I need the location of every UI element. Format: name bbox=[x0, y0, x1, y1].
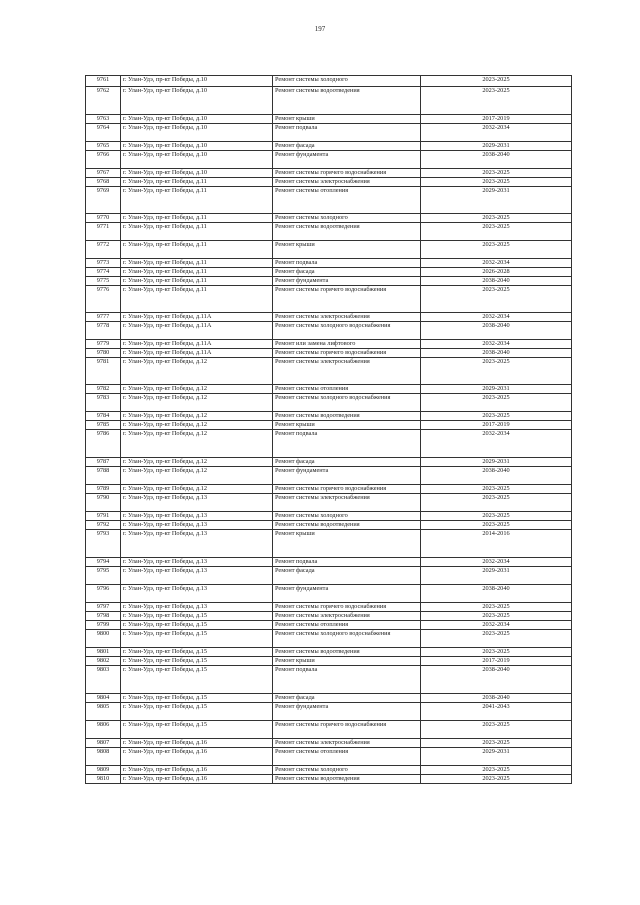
work-type-cell: Ремонт системы водоотведения bbox=[273, 87, 421, 115]
period-cell: 2032-2034 bbox=[421, 430, 572, 458]
period-cell: 2038-2040 bbox=[421, 467, 572, 485]
period-cell: 2023-2025 bbox=[421, 87, 572, 115]
work-type-cell: Ремонт или замена лифтового bbox=[273, 340, 421, 349]
address-cell: г. Улан-Удэ, пр-кт Победы, д.13 bbox=[121, 603, 273, 612]
row-number: 9802 bbox=[86, 657, 121, 666]
work-type-cell: Ремонт системы холодного водоснабжения bbox=[273, 394, 421, 412]
address-cell: г. Улан-Удэ, пр-кт Победы, д.16 bbox=[121, 739, 273, 748]
work-type-cell: Ремонт подвала bbox=[273, 124, 421, 142]
period-cell: 2029-2031 bbox=[421, 748, 572, 766]
address-cell: г. Улан-Удэ, пр-кт Победы, д.11А bbox=[121, 349, 273, 358]
table-row bbox=[86, 721, 572, 739]
work-type-cell: Ремонт фасада bbox=[273, 268, 421, 277]
row-number: 9803 bbox=[86, 666, 121, 694]
repair-schedule-table bbox=[85, 75, 572, 784]
table-row bbox=[86, 558, 572, 567]
period-cell: 2023-2025 bbox=[421, 494, 572, 512]
table-row bbox=[86, 612, 572, 621]
row-number: 9784 bbox=[86, 412, 121, 421]
address-cell: г. Улан-Удэ, пр-кт Победы, д.11 bbox=[121, 214, 273, 223]
row-number: 9774 bbox=[86, 268, 121, 277]
period-cell: 2023-2025 bbox=[421, 394, 572, 412]
row-number: 9778 bbox=[86, 322, 121, 340]
address-cell: г. Улан-Удэ, пр-кт Победы, д.11А bbox=[121, 322, 273, 340]
table-row bbox=[86, 169, 572, 178]
work-type-cell: Ремонт подвала bbox=[273, 259, 421, 268]
work-type-cell: Ремонт системы водоотведения bbox=[273, 775, 421, 784]
row-number: 9762 bbox=[86, 87, 121, 115]
work-type-cell: Ремонт системы холодного bbox=[273, 766, 421, 775]
table-row bbox=[86, 286, 572, 313]
period-cell: 2032-2034 bbox=[421, 621, 572, 630]
row-number: 9790 bbox=[86, 494, 121, 512]
page-number: 197 bbox=[314, 25, 326, 33]
table-row bbox=[86, 313, 572, 322]
address-cell: г. Улан-Удэ, пр-кт Победы, д.15 bbox=[121, 612, 273, 621]
address-cell: г. Улан-Удэ, пр-кт Победы, д.16 bbox=[121, 775, 273, 784]
row-number: 9772 bbox=[86, 241, 121, 259]
row-number: 9769 bbox=[86, 187, 121, 214]
table-row bbox=[86, 277, 572, 286]
address-cell: г. Улан-Удэ, пр-кт Победы, д.13 bbox=[121, 558, 273, 567]
work-type-cell: Ремонт подвала bbox=[273, 666, 421, 694]
row-number: 9806 bbox=[86, 721, 121, 739]
row-number: 9785 bbox=[86, 421, 121, 430]
work-type-cell: Ремонт крыши bbox=[273, 530, 421, 558]
row-number: 9804 bbox=[86, 694, 121, 703]
row-number: 9805 bbox=[86, 703, 121, 721]
row-number: 9795 bbox=[86, 567, 121, 585]
address-cell: г. Улан-Удэ, пр-кт Победы, д.11 bbox=[121, 286, 273, 313]
address-cell: г. Улан-Удэ, пр-кт Победы, д.12 bbox=[121, 412, 273, 421]
row-number: 9798 bbox=[86, 612, 121, 621]
work-type-cell: Ремонт фундамента bbox=[273, 151, 421, 169]
period-cell: 2023-2025 bbox=[421, 521, 572, 530]
work-type-cell: Ремонт крыши bbox=[273, 241, 421, 259]
row-number: 9801 bbox=[86, 648, 121, 657]
table-row bbox=[86, 412, 572, 421]
address-cell: г. Улан-Удэ, пр-кт Победы, д.10 bbox=[121, 151, 273, 169]
table-row bbox=[86, 567, 572, 585]
row-number: 9789 bbox=[86, 485, 121, 494]
table-row bbox=[86, 178, 572, 187]
address-cell: г. Улан-Удэ, пр-кт Победы, д.11А bbox=[121, 340, 273, 349]
address-cell: г. Улан-Удэ, пр-кт Победы, д.12 bbox=[121, 385, 273, 394]
address-cell: г. Улан-Удэ, пр-кт Победы, д.11 bbox=[121, 268, 273, 277]
row-number: 9764 bbox=[86, 124, 121, 142]
row-number: 9786 bbox=[86, 430, 121, 458]
period-cell: 2041-2043 bbox=[421, 703, 572, 721]
address-cell: г. Улан-Удэ, пр-кт Победы, д.15 bbox=[121, 703, 273, 721]
work-type-cell: Ремонт системы холодного водоснабжения bbox=[273, 630, 421, 648]
period-cell: 2017-2019 bbox=[421, 421, 572, 430]
address-cell: г. Улан-Удэ, пр-кт Победы, д.13 bbox=[121, 521, 273, 530]
period-cell: 2023-2025 bbox=[421, 612, 572, 621]
period-cell: 2038-2040 bbox=[421, 277, 572, 286]
work-type-cell: Ремонт системы горячего водоснабжения bbox=[273, 721, 421, 739]
period-cell: 2023-2025 bbox=[421, 603, 572, 612]
period-cell: 2029-2031 bbox=[421, 567, 572, 585]
table-row bbox=[86, 223, 572, 241]
period-cell: 2014-2016 bbox=[421, 530, 572, 558]
row-number: 9765 bbox=[86, 142, 121, 151]
work-type-cell: Ремонт системы электроснабжения bbox=[273, 739, 421, 748]
row-number: 9783 bbox=[86, 394, 121, 412]
work-type-cell: Ремонт фундамента bbox=[273, 585, 421, 603]
address-cell: г. Улан-Удэ, пр-кт Победы, д.10 bbox=[121, 115, 273, 124]
work-type-cell: Ремонт подвала bbox=[273, 430, 421, 458]
period-cell: 2023-2025 bbox=[421, 512, 572, 521]
period-cell: 2023-2025 bbox=[421, 648, 572, 657]
period-cell: 2032-2034 bbox=[421, 340, 572, 349]
row-number: 9792 bbox=[86, 521, 121, 530]
work-type-cell: Ремонт системы водоотведения bbox=[273, 521, 421, 530]
table-row bbox=[86, 151, 572, 169]
row-number: 9779 bbox=[86, 340, 121, 349]
address-cell: г. Улан-Удэ, пр-кт Победы, д.11 bbox=[121, 187, 273, 214]
row-number: 9807 bbox=[86, 739, 121, 748]
table-row bbox=[86, 512, 572, 521]
period-cell: 2038-2040 bbox=[421, 694, 572, 703]
work-type-cell: Ремонт фундамента bbox=[273, 703, 421, 721]
address-cell: г. Улан-Удэ, пр-кт Победы, д.11 bbox=[121, 178, 273, 187]
period-cell: 2017-2019 bbox=[421, 115, 572, 124]
period-cell: 2023-2025 bbox=[421, 76, 572, 87]
table-row bbox=[86, 187, 572, 214]
work-type-cell: Ремонт системы горячего водоснабжения bbox=[273, 286, 421, 313]
row-number: 9787 bbox=[86, 458, 121, 467]
table-row bbox=[86, 259, 572, 268]
period-cell: 2023-2025 bbox=[421, 223, 572, 241]
period-cell: 2038-2040 bbox=[421, 322, 572, 340]
address-cell: г. Улан-Удэ, пр-кт Победы, д.11 bbox=[121, 277, 273, 286]
work-type-cell: Ремонт подвала bbox=[273, 558, 421, 567]
period-cell: 2023-2025 bbox=[421, 739, 572, 748]
work-type-cell: Ремонт крыши bbox=[273, 421, 421, 430]
work-type-cell: Ремонт системы электроснабжения bbox=[273, 494, 421, 512]
work-type-cell: Ремонт системы горячего водоснабжения bbox=[273, 485, 421, 494]
address-cell: г. Улан-Удэ, пр-кт Победы, д.15 bbox=[121, 630, 273, 648]
period-cell: 2032-2034 bbox=[421, 313, 572, 322]
work-type-cell: Ремонт фасада bbox=[273, 567, 421, 585]
work-type-cell: Ремонт системы водоотведения bbox=[273, 648, 421, 657]
period-cell: 2038-2040 bbox=[421, 349, 572, 358]
table-row bbox=[86, 603, 572, 612]
period-cell: 2029-2031 bbox=[421, 458, 572, 467]
work-type-cell: Ремонт фасада bbox=[273, 142, 421, 151]
address-cell: г. Улан-Удэ, пр-кт Победы, д.15 bbox=[121, 721, 273, 739]
work-type-cell: Ремонт фундамента bbox=[273, 467, 421, 485]
address-cell: г. Улан-Удэ, пр-кт Победы, д.10 bbox=[121, 169, 273, 178]
row-number: 9768 bbox=[86, 178, 121, 187]
row-number: 9771 bbox=[86, 223, 121, 241]
period-cell: 2023-2025 bbox=[421, 412, 572, 421]
table-row bbox=[86, 648, 572, 657]
address-cell: г. Улан-Удэ, пр-кт Победы, д.13 bbox=[121, 494, 273, 512]
address-cell: г. Улан-Удэ, пр-кт Победы, д.16 bbox=[121, 766, 273, 775]
row-number: 9770 bbox=[86, 214, 121, 223]
period-cell: 2032-2034 bbox=[421, 558, 572, 567]
address-cell: г. Улан-Удэ, пр-кт Победы, д.16 bbox=[121, 748, 273, 766]
work-type-cell: Ремонт системы горячего водоснабжения bbox=[273, 603, 421, 612]
row-number: 9796 bbox=[86, 585, 121, 603]
period-cell: 2023-2025 bbox=[421, 630, 572, 648]
work-type-cell: Ремонт системы электроснабжения bbox=[273, 358, 421, 385]
address-cell: г. Улан-Удэ, пр-кт Победы, д.12 bbox=[121, 467, 273, 485]
row-number: 9782 bbox=[86, 385, 121, 394]
address-cell: г. Улан-Удэ, пр-кт Победы, д.15 bbox=[121, 657, 273, 666]
row-number: 9791 bbox=[86, 512, 121, 521]
table-row bbox=[86, 521, 572, 530]
work-type-cell: Ремонт фасада bbox=[273, 694, 421, 703]
address-cell: г. Улан-Удэ, пр-кт Победы, д.11 bbox=[121, 223, 273, 241]
table-row bbox=[86, 76, 572, 87]
address-cell: г. Улан-Удэ, пр-кт Победы, д.10 bbox=[121, 87, 273, 115]
address-cell: г. Улан-Удэ, пр-кт Победы, д.13 bbox=[121, 585, 273, 603]
period-cell: 2023-2025 bbox=[421, 721, 572, 739]
table-row bbox=[86, 349, 572, 358]
row-number: 9763 bbox=[86, 115, 121, 124]
period-cell: 2023-2025 bbox=[421, 178, 572, 187]
period-cell: 2038-2040 bbox=[421, 585, 572, 603]
address-cell: г. Улан-Удэ, пр-кт Победы, д.10 bbox=[121, 124, 273, 142]
row-number: 9777 bbox=[86, 313, 121, 322]
table-row bbox=[86, 358, 572, 385]
row-number: 9761 bbox=[86, 76, 121, 87]
period-cell: 2029-2031 bbox=[421, 142, 572, 151]
period-cell: 2023-2025 bbox=[421, 241, 572, 259]
address-cell: г. Улан-Удэ, пр-кт Победы, д.11 bbox=[121, 259, 273, 268]
period-cell: 2038-2040 bbox=[421, 666, 572, 694]
table-row bbox=[86, 421, 572, 430]
table-row bbox=[86, 739, 572, 748]
table-row bbox=[86, 385, 572, 394]
address-cell: г. Улан-Удэ, пр-кт Победы, д.12 bbox=[121, 430, 273, 458]
table-row bbox=[86, 268, 572, 277]
address-cell: г. Улан-Удэ, пр-кт Победы, д.10 bbox=[121, 76, 273, 87]
table-row bbox=[86, 394, 572, 412]
work-type-cell: Ремонт крыши bbox=[273, 115, 421, 124]
repair-schedule-body bbox=[86, 76, 572, 784]
period-cell: 2023-2025 bbox=[421, 358, 572, 385]
period-cell: 2029-2031 bbox=[421, 385, 572, 394]
work-type-cell: Ремонт фундамента bbox=[273, 277, 421, 286]
row-number: 9767 bbox=[86, 169, 121, 178]
address-cell: г. Улан-Удэ, пр-кт Победы, д.12 bbox=[121, 485, 273, 494]
table-row bbox=[86, 775, 572, 784]
table-row bbox=[86, 585, 572, 603]
work-type-cell: Ремонт системы холодного bbox=[273, 214, 421, 223]
work-type-cell: Ремонт системы отопления bbox=[273, 187, 421, 214]
work-type-cell: Ремонт крыши bbox=[273, 657, 421, 666]
period-cell: 2029-2031 bbox=[421, 187, 572, 214]
row-number: 9766 bbox=[86, 151, 121, 169]
period-cell: 2023-2025 bbox=[421, 286, 572, 313]
period-cell: 2023-2025 bbox=[421, 775, 572, 784]
row-number: 9773 bbox=[86, 259, 121, 268]
table-row bbox=[86, 115, 572, 124]
period-cell: 2023-2025 bbox=[421, 169, 572, 178]
table-row bbox=[86, 458, 572, 467]
table-row bbox=[86, 694, 572, 703]
address-cell: г. Улан-Удэ, пр-кт Победы, д.13 bbox=[121, 530, 273, 558]
work-type-cell: Ремонт фасада bbox=[273, 458, 421, 467]
work-type-cell: Ремонт системы водоотведения bbox=[273, 223, 421, 241]
table-row bbox=[86, 530, 572, 558]
table-row bbox=[86, 467, 572, 485]
table-row bbox=[86, 87, 572, 115]
period-cell: 2023-2025 bbox=[421, 766, 572, 775]
work-type-cell: Ремонт системы водоотведения bbox=[273, 412, 421, 421]
address-cell: г. Улан-Удэ, пр-кт Победы, д.15 bbox=[121, 621, 273, 630]
period-cell: 2023-2025 bbox=[421, 485, 572, 494]
table-row bbox=[86, 214, 572, 223]
table-row bbox=[86, 657, 572, 666]
work-type-cell: Ремонт системы электроснабжения bbox=[273, 313, 421, 322]
row-number: 9808 bbox=[86, 748, 121, 766]
table-row bbox=[86, 630, 572, 648]
address-cell: г. Улан-Удэ, пр-кт Победы, д.12 bbox=[121, 394, 273, 412]
row-number: 9809 bbox=[86, 766, 121, 775]
work-type-cell: Ремонт системы отопления bbox=[273, 748, 421, 766]
table-row bbox=[86, 322, 572, 340]
row-number: 9775 bbox=[86, 277, 121, 286]
row-number: 9780 bbox=[86, 349, 121, 358]
table-row bbox=[86, 703, 572, 721]
row-number: 9800 bbox=[86, 630, 121, 648]
address-cell: г. Улан-Удэ, пр-кт Победы, д.12 bbox=[121, 458, 273, 467]
table-row bbox=[86, 621, 572, 630]
period-cell: 2017-2019 bbox=[421, 657, 572, 666]
work-type-cell: Ремонт системы холодного bbox=[273, 76, 421, 87]
work-type-cell: Ремонт системы горячего водоснабжения bbox=[273, 349, 421, 358]
work-type-cell: Ремонт системы отопления bbox=[273, 385, 421, 394]
work-type-cell: Ремонт системы электроснабжения bbox=[273, 178, 421, 187]
period-cell: 2032-2034 bbox=[421, 124, 572, 142]
address-cell: г. Улан-Удэ, пр-кт Победы, д.12 bbox=[121, 421, 273, 430]
row-number: 9797 bbox=[86, 603, 121, 612]
row-number: 9788 bbox=[86, 467, 121, 485]
row-number: 9793 bbox=[86, 530, 121, 558]
work-type-cell: Ремонт системы холодного bbox=[273, 512, 421, 521]
period-cell: 2032-2034 bbox=[421, 259, 572, 268]
address-cell: г. Улан-Удэ, пр-кт Победы, д.12 bbox=[121, 358, 273, 385]
work-type-cell: Ремонт системы отопления bbox=[273, 621, 421, 630]
table-row bbox=[86, 748, 572, 766]
address-cell: г. Улан-Удэ, пр-кт Победы, д.11А bbox=[121, 313, 273, 322]
period-cell: 2026-2028 bbox=[421, 268, 572, 277]
work-type-cell: Ремонт системы холодного водоснабжения bbox=[273, 322, 421, 340]
table-row bbox=[86, 485, 572, 494]
table-row bbox=[86, 430, 572, 458]
table-row bbox=[86, 340, 572, 349]
work-type-cell: Ремонт системы электроснабжения bbox=[273, 612, 421, 621]
table-row bbox=[86, 142, 572, 151]
period-cell: 2023-2025 bbox=[421, 214, 572, 223]
row-number: 9776 bbox=[86, 286, 121, 313]
row-number: 9810 bbox=[86, 775, 121, 784]
period-cell: 2038-2040 bbox=[421, 151, 572, 169]
row-number: 9794 bbox=[86, 558, 121, 567]
table-row bbox=[86, 666, 572, 694]
row-number: 9799 bbox=[86, 621, 121, 630]
table-row bbox=[86, 766, 572, 775]
work-type-cell: Ремонт системы горячего водоснабжения bbox=[273, 169, 421, 178]
address-cell: г. Улан-Удэ, пр-кт Победы, д.15 bbox=[121, 666, 273, 694]
address-cell: г. Улан-Удэ, пр-кт Победы, д.13 bbox=[121, 512, 273, 521]
address-cell: г. Улан-Удэ, пр-кт Победы, д.13 bbox=[121, 567, 273, 585]
table-row bbox=[86, 124, 572, 142]
table-row bbox=[86, 494, 572, 512]
address-cell: г. Улан-Удэ, пр-кт Победы, д.15 bbox=[121, 648, 273, 657]
table-row bbox=[86, 241, 572, 259]
address-cell: г. Улан-Удэ, пр-кт Победы, д.10 bbox=[121, 142, 273, 151]
address-cell: г. Улан-Удэ, пр-кт Победы, д.15 bbox=[121, 694, 273, 703]
address-cell: г. Улан-Удэ, пр-кт Победы, д.11 bbox=[121, 241, 273, 259]
row-number: 9781 bbox=[86, 358, 121, 385]
